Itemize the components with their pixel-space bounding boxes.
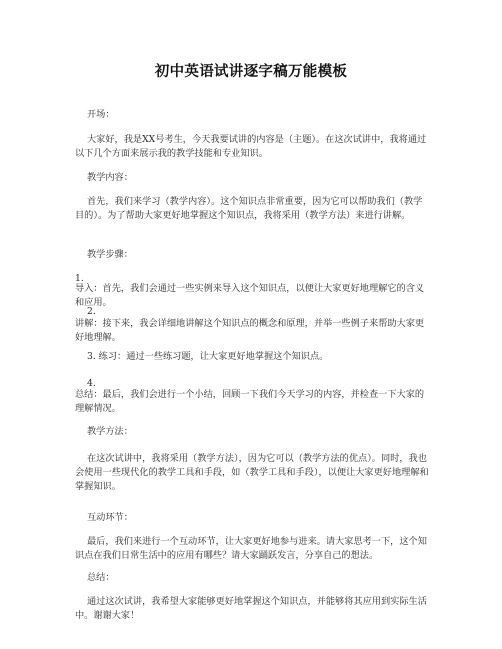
paragraph-interaction: 最后，我们来进行一个互动环节，让大家更好地参与进来。请大家思考一下，这个知识点在我们日常生活中的应用有哪些？请大家踊跃发言，分享自己的想法。 — [75, 536, 427, 562]
paragraph-content: 首先，我们来学习（教学内容）。这个知识点非常重要，因为它可以帮助我们（教学目的）。为了帮助大家更好地掌握这个知识点，我将采用（教学方法）来进行讲解。 — [75, 196, 423, 222]
section-heading-opening: 开场： — [87, 109, 115, 120]
paragraph-summary: 通过这次试讲，我希望大家能够更好地掌握这个知识点，并能够将其应用到实际生活中。谢谢大家！ — [75, 596, 427, 622]
step-number-2: 2. — [87, 306, 96, 317]
step-number-1: 1. — [75, 273, 84, 284]
step-text-4: 总结：最后，我们会进行一个小结，回顾一下我们今天学习的内容，并检查一下大家的理解情况。 — [75, 389, 425, 415]
step-text-3: 3. 练习：通过一些练习题，让大家更好地掌握这个知识点。 — [87, 351, 329, 362]
section-heading-steps: 教学步骤： — [87, 249, 133, 260]
section-heading-summary: 总结： — [87, 572, 115, 583]
section-heading-interaction: 互动环节： — [87, 512, 133, 523]
section-heading-methods: 教学方法： — [87, 426, 133, 437]
section-heading-content: 教学内容： — [87, 172, 133, 183]
document-title: 初中英语试讲逐字稿万能模板 — [154, 63, 348, 80]
step-text-2: 讲解：接下来，我会详细地讲解这个知识点的概念和原理，并举一些例子来帮助大家更好地理解。 — [75, 318, 425, 344]
paragraph-methods: 在这次试讲中，我将采用（教学方法），因为它可以（教学方法的优点）。同时，我也会使用一些现代化的教学工具和手段，如（教学工具和手段），以便让大家更好地理解和掌握知识。 — [75, 453, 429, 493]
paragraph-opening: 大家好，我是XX号考生，今天我要试讲的内容是（主题）。在这次试讲中，我将通过以下几个方面来展示我的教学技能和专业知识。 — [75, 134, 427, 160]
step-number-4: 4. — [87, 378, 96, 389]
step-text-1: 导入：首先，我们会通过一些实例来导入这个知识点，以便让大家更好地理解它的含义和应用。 — [75, 283, 425, 309]
